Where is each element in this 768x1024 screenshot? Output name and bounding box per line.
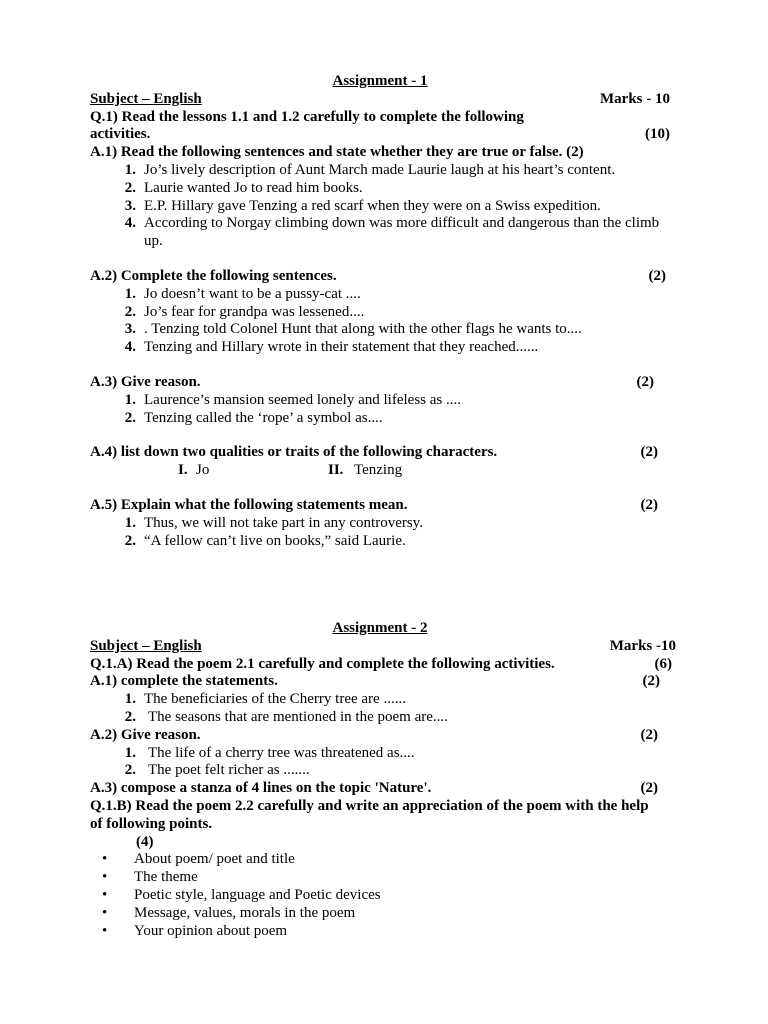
- appreciation-points: [90, 851, 670, 940]
- list-item: [90, 533, 670, 551]
- a4-i-text: Jo: [196, 462, 210, 479]
- q1a-text: Q.1.A) Read the poem 2.1 carefully and complete the following activities.: [90, 655, 555, 672]
- a2-2-heading: A.2) Give reason.: [90, 726, 201, 743]
- item-text: Jo’s lively description of Aunt March made Laurie laugh at his heart’s content.: [144, 161, 616, 178]
- assignment-2-section: [90, 620, 676, 940]
- list-item: [90, 304, 670, 322]
- item-number: 1.: [124, 514, 136, 531]
- assignment-1-section: [90, 73, 670, 551]
- bullet-icon: •: [102, 922, 108, 939]
- list-item: [90, 745, 670, 763]
- a5-marks: (2): [640, 497, 658, 514]
- item-number: 2.: [124, 303, 136, 320]
- assignment-1-q1-cont: activities.: [90, 126, 151, 143]
- list-item: [90, 905, 670, 923]
- a3-heading-row: [90, 374, 670, 392]
- list-item: [90, 286, 670, 304]
- point-text: About poem/ poet and title: [134, 851, 295, 868]
- item-number: 1.: [124, 391, 136, 408]
- item-text: E.P. Hillary gave Tenzing a red scarf when they were on a Swiss expedition.: [144, 197, 601, 214]
- item-number: 1.: [124, 161, 136, 178]
- list-item: [90, 392, 670, 410]
- a2-1-marks: (2): [642, 673, 660, 690]
- a4-characters-row: [90, 462, 670, 480]
- a2-3-heading-row: [90, 780, 670, 798]
- q1b-marks: (4): [136, 833, 154, 850]
- point-text: Poetic style, language and Poetic devices: [134, 886, 381, 903]
- a4-i-number: I.: [178, 462, 188, 479]
- assignment-1-subject: Subject – English: [90, 90, 202, 107]
- a3-heading: A.3) Give reason.: [90, 373, 201, 390]
- item-text: Tenzing called the ‘rope’ a symbol as....: [144, 409, 383, 426]
- item-number: 2.: [124, 708, 136, 725]
- a2-heading-row: [90, 268, 670, 286]
- item-text: Laurie wanted Jo to read him books.: [144, 179, 363, 196]
- item-number: 2.: [124, 179, 136, 196]
- a2-1-heading: A.1) complete the statements.: [90, 673, 278, 690]
- point-text: Your opinion about poem: [134, 922, 288, 939]
- item-number: 2.: [124, 409, 136, 426]
- a4-marks: (2): [640, 444, 658, 461]
- assignment-1-q1-cont-row: [90, 126, 670, 144]
- point-text: Message, values, morals in the poem: [134, 904, 356, 921]
- a2-2-list: [90, 745, 670, 781]
- list-item: [90, 198, 670, 216]
- assignment-1-q1-marks: (10): [645, 126, 670, 143]
- a5-list: [90, 515, 670, 551]
- a2-heading: A.2) Complete the following sentences.: [90, 267, 337, 284]
- assignment-2-header-row: [90, 637, 676, 656]
- q1b-text: Q.1.B) Read the poem 2.2 carefully and write an appreciation of the poem with the help of following points.: [90, 797, 649, 832]
- a1-heading: A.1) Read the following sentences and state whether they are true or false. (2): [90, 144, 584, 161]
- a3-list: [90, 392, 670, 428]
- item-text: The life of a cherry tree was threatened as....: [148, 744, 415, 761]
- item-number: 4.: [124, 215, 136, 232]
- a2-1-list: [90, 691, 670, 727]
- list-item: [90, 410, 670, 428]
- list-item: [90, 180, 670, 198]
- item-number: 1.: [124, 285, 136, 302]
- a2-marks: (2): [648, 267, 666, 284]
- assignment-1-header-row: [90, 91, 670, 109]
- a2-1-heading-row: [90, 673, 670, 691]
- item-text: According to Norgay climbing down was more difficult and dangerous than the climb up.: [144, 215, 660, 250]
- a5-heading: A.5) Explain what the following statements mean.: [90, 497, 408, 514]
- a1-list: [90, 162, 670, 251]
- item-number: 4.: [124, 339, 136, 356]
- item-text: Laurence’s mansion seemed lonely and lifeless as ....: [144, 391, 461, 408]
- bullet-icon: •: [102, 904, 108, 921]
- item-text: “A fellow can’t live on books,” said Laurie.: [144, 532, 406, 549]
- list-item: [90, 709, 670, 727]
- item-text: The seasons that are mentioned in the poem are....: [148, 708, 448, 725]
- a2-2-heading-row: [90, 727, 670, 745]
- a2-3-marks: (2): [640, 780, 658, 797]
- item-text: Jo doesn’t want to be a pussy-cat ....: [144, 285, 361, 302]
- list-item: [90, 215, 670, 251]
- list-item: [90, 923, 670, 941]
- a5-heading-row: [90, 497, 670, 515]
- bullet-icon: •: [102, 851, 108, 868]
- a2-list: [90, 286, 670, 357]
- list-item: [90, 762, 670, 780]
- list-item: [90, 887, 670, 905]
- item-number: 2.: [124, 532, 136, 549]
- item-number: 1.: [124, 744, 136, 761]
- item-number: 1.: [124, 691, 136, 708]
- item-text: Tenzing and Hillary wrote in their statement that they reached......: [144, 339, 539, 356]
- bullet-icon: •: [102, 869, 108, 886]
- assignment-2-subject: Subject – English: [90, 637, 202, 654]
- bullet-icon: •: [102, 886, 108, 903]
- item-text: Thus, we will not take part in any controversy.: [144, 514, 423, 531]
- a2-2-marks: (2): [640, 726, 658, 743]
- item-text: The beneficiaries of the Cherry tree are ......: [144, 691, 406, 708]
- list-item: [90, 515, 670, 533]
- assignment-2-title: Assignment - 2: [332, 620, 428, 636]
- q1a-marks: (6): [654, 655, 672, 672]
- point-text: The theme: [134, 869, 198, 886]
- q1a-row: [90, 656, 670, 674]
- a2-3-heading: A.3) compose a stanza of 4 lines on the topic 'Nature'.: [90, 780, 432, 797]
- item-text: Jo’s fear for grandpa was lessened....: [144, 303, 365, 320]
- list-item: [90, 851, 670, 869]
- item-text: . Tenzing told Colonel Hunt that along with the other flags he wants to....: [144, 321, 582, 338]
- a4-heading-row: [90, 444, 670, 462]
- assignment-1-title: Assignment - 1: [332, 73, 428, 89]
- list-item: [90, 339, 670, 357]
- assignment-1-marks: Marks - 10: [600, 90, 670, 107]
- item-number: 2.: [124, 762, 136, 779]
- list-item: [90, 162, 670, 180]
- a3-marks: (2): [636, 373, 654, 390]
- a4-heading: A.4) list down two qualities or traits of the following characters.: [90, 444, 498, 461]
- item-text: The poet felt richer as .......: [148, 762, 310, 779]
- list-item: [90, 869, 670, 887]
- assignment-1-q1: Q.1) Read the lessons 1.1 and 1.2 carefully to complete the following: [90, 108, 524, 125]
- assignment-2-marks: Marks -10: [609, 637, 676, 654]
- item-number: 3.: [124, 197, 136, 214]
- list-item: [90, 691, 670, 709]
- list-item: [90, 321, 670, 339]
- a4-ii-text: Tenzing: [354, 462, 403, 479]
- item-number: 3.: [124, 321, 136, 338]
- a4-ii-number: II.: [328, 462, 344, 479]
